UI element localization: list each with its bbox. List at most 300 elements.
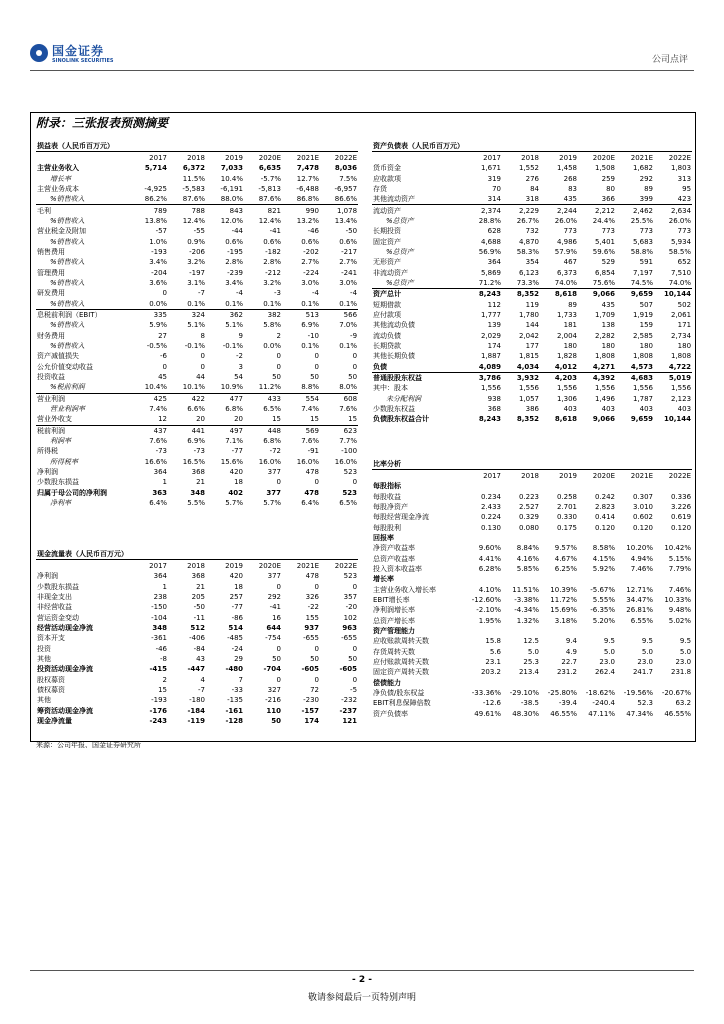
row-label: 非流动资产 bbox=[373, 268, 408, 277]
row-label: 总资产增长率 bbox=[373, 616, 415, 625]
value-cell: 7.0% bbox=[339, 321, 358, 330]
value-cell: 4,271 bbox=[592, 362, 615, 371]
table-row bbox=[372, 372, 692, 383]
value-cell: 1,057 bbox=[518, 394, 539, 403]
value-cell: 773 bbox=[677, 227, 692, 236]
table-row bbox=[36, 664, 358, 674]
year-header: 2019 bbox=[559, 471, 577, 480]
row-label: 息税前利润（EBIT） bbox=[36, 309, 130, 320]
value-cell: 0.414 bbox=[594, 513, 615, 522]
value-cell: 2,061 bbox=[670, 310, 692, 319]
value-cell: 0.6% bbox=[301, 237, 319, 246]
value-cell: 5.15% bbox=[668, 554, 692, 563]
value-cell: 0.120 bbox=[594, 523, 615, 532]
value-cell: 1.0% bbox=[149, 237, 167, 246]
value-cell: 4,683 bbox=[616, 372, 654, 383]
value-cell: 21 bbox=[196, 478, 205, 487]
value-cell: 44 bbox=[196, 373, 205, 382]
value-cell: 1,556 bbox=[480, 384, 501, 393]
row-label: 投资 bbox=[37, 644, 51, 653]
value-cell: 74.5% bbox=[630, 278, 653, 287]
sinolink-logo-icon bbox=[30, 44, 48, 62]
value-cell: 8,352 bbox=[516, 415, 539, 424]
row-label: EBIT利息保障倍数 bbox=[373, 699, 431, 708]
value-cell: 86.6% bbox=[334, 195, 358, 204]
table-row bbox=[36, 602, 358, 612]
value-cell: -2.10% bbox=[476, 606, 501, 615]
value-cell: 937 bbox=[304, 623, 319, 632]
row-label: 营业利润 bbox=[36, 393, 130, 404]
value-cell: 3.2% bbox=[263, 278, 281, 287]
value-cell: 8.0% bbox=[339, 383, 358, 392]
table-row bbox=[372, 184, 692, 194]
balance-sheet-table bbox=[372, 140, 692, 425]
value-cell: 180 bbox=[639, 342, 653, 351]
value-cell: 8,352 bbox=[502, 289, 540, 300]
value-cell: 0.330 bbox=[556, 513, 577, 522]
table-row bbox=[372, 522, 692, 532]
value-cell: -241 bbox=[341, 268, 358, 277]
value-cell: 4,688 bbox=[480, 237, 501, 246]
value-cell: 110 bbox=[266, 706, 281, 715]
row-label: 固定资产 bbox=[373, 237, 401, 246]
value-cell: -2 bbox=[236, 352, 243, 361]
value-cell bbox=[502, 678, 540, 688]
row-label: 应收款项 bbox=[373, 174, 401, 183]
value-cell: -605 bbox=[339, 665, 358, 674]
value-cell: 24.4% bbox=[592, 216, 615, 225]
value-cell: 789 bbox=[130, 205, 168, 216]
value-cell: 26.0% bbox=[668, 216, 692, 225]
value-cell: 7 bbox=[238, 675, 243, 684]
table-row bbox=[372, 236, 692, 246]
value-cell: 0 bbox=[276, 478, 281, 487]
table-row bbox=[36, 685, 358, 695]
value-cell: -39.4 bbox=[558, 699, 577, 708]
row-label: 资产负债率 bbox=[373, 709, 408, 718]
year-header: 2020E bbox=[592, 153, 615, 162]
row-label: %销售收入 bbox=[50, 278, 85, 287]
table-row bbox=[36, 457, 358, 467]
value-cell: -12.6 bbox=[482, 699, 501, 708]
value-cell: 364 bbox=[153, 468, 167, 477]
value-cell: 15 bbox=[272, 415, 281, 424]
value-cell: 5.0 bbox=[527, 647, 539, 656]
value-cell bbox=[654, 574, 692, 584]
value-cell: 7,033 bbox=[220, 164, 243, 173]
value-cell: 2,123 bbox=[670, 394, 692, 403]
value-cell: 26.81% bbox=[626, 606, 653, 615]
value-cell: -73 bbox=[193, 447, 205, 456]
value-cell: 377 bbox=[267, 468, 281, 477]
value-cell: 292 bbox=[267, 592, 281, 601]
row-label: 普通股股东权益 bbox=[372, 372, 464, 383]
value-cell: 3.226 bbox=[670, 502, 692, 511]
header-blank-cell bbox=[372, 152, 464, 164]
value-cell: 1,556 bbox=[632, 384, 653, 393]
value-cell: 74.0% bbox=[668, 278, 692, 287]
value-cell: 11.72% bbox=[550, 595, 577, 604]
year-header: 2019 bbox=[225, 153, 243, 162]
value-cell: 7.46% bbox=[630, 564, 653, 573]
value-cell: -33.36% bbox=[471, 689, 501, 698]
table-row bbox=[372, 667, 692, 677]
value-cell: 0.619 bbox=[670, 513, 692, 522]
year-header: 2018 bbox=[187, 561, 205, 570]
disclaimer-note: 敬请参阅最后一页特别声明 bbox=[307, 993, 416, 1003]
value-cell: 73.3% bbox=[516, 278, 539, 287]
value-cell: 963 bbox=[342, 623, 358, 632]
value-cell: -184 bbox=[187, 706, 205, 715]
value-cell: 5.9% bbox=[149, 321, 167, 330]
value-cell: 50 bbox=[271, 716, 281, 725]
row-label: 存货 bbox=[373, 184, 387, 193]
row-label: 公允价值变动收益 bbox=[37, 362, 93, 371]
row-label: %销售收入 bbox=[50, 321, 85, 330]
value-cell: 16.0% bbox=[334, 457, 358, 466]
value-cell bbox=[578, 678, 616, 688]
value-cell: 205 bbox=[191, 592, 205, 601]
value-cell: 50 bbox=[310, 654, 319, 663]
table-row bbox=[372, 574, 692, 584]
row-label: 回报率 bbox=[373, 533, 394, 542]
value-cell: 75.6% bbox=[592, 278, 615, 287]
table-title-row bbox=[36, 140, 358, 152]
value-cell: 57.9% bbox=[554, 247, 577, 256]
value-cell: -0.1% bbox=[184, 342, 205, 351]
value-cell: 8,243 bbox=[464, 289, 502, 300]
value-cell: -5.67% bbox=[590, 585, 615, 594]
value-cell: -202 bbox=[303, 247, 319, 256]
value-cell: 28.8% bbox=[478, 216, 501, 225]
table-row bbox=[36, 393, 358, 404]
value-cell bbox=[540, 533, 578, 543]
table-row bbox=[36, 571, 358, 581]
value-cell: 15.8 bbox=[485, 637, 501, 646]
header-blank-cell bbox=[36, 560, 130, 572]
year-header: 2021E bbox=[296, 561, 319, 570]
value-cell: 11.51% bbox=[512, 585, 539, 594]
value-cell: -605 bbox=[301, 665, 319, 674]
value-cell: -6 bbox=[160, 352, 167, 361]
value-cell: 1,306 bbox=[556, 394, 577, 403]
year-header: 2017 bbox=[149, 561, 167, 570]
value-cell: 121 bbox=[342, 716, 358, 725]
value-cell: 23.0 bbox=[599, 658, 615, 667]
table-row bbox=[36, 623, 358, 633]
value-cell: 45 bbox=[158, 373, 167, 382]
table-row bbox=[372, 267, 692, 277]
value-cell: 11.2% bbox=[258, 383, 281, 392]
value-cell: 3,786 bbox=[464, 372, 502, 383]
value-cell: 1,556 bbox=[594, 384, 615, 393]
value-cell: -232 bbox=[341, 696, 358, 705]
table-row bbox=[36, 467, 358, 477]
value-cell: 9.5 bbox=[679, 637, 692, 646]
value-cell: -55 bbox=[193, 227, 205, 236]
value-cell: 1 bbox=[162, 478, 167, 487]
value-cell: 16.0% bbox=[258, 457, 281, 466]
value-cell: 89 bbox=[568, 300, 577, 309]
row-label: 少数股东权益 bbox=[373, 405, 415, 414]
row-label: 其他流动负债 bbox=[373, 321, 415, 330]
row-label: 营业税金及附加 bbox=[37, 227, 86, 236]
value-cell: 276 bbox=[525, 174, 539, 183]
value-cell bbox=[464, 574, 502, 584]
value-cell: -46 bbox=[155, 644, 167, 653]
value-cell: 514 bbox=[228, 623, 243, 632]
value-cell: 497 bbox=[206, 425, 244, 436]
value-cell: 23.0 bbox=[675, 658, 692, 667]
table-row bbox=[36, 414, 358, 425]
value-cell: 1.32% bbox=[516, 616, 539, 625]
value-cell: -4,925 bbox=[144, 184, 167, 193]
value-cell: 26.7% bbox=[516, 216, 539, 225]
row-label: %销售收入 bbox=[50, 342, 85, 351]
value-cell: 2 bbox=[162, 675, 167, 684]
value-cell: 4.41% bbox=[478, 554, 501, 563]
value-cell: -44 bbox=[231, 227, 243, 236]
table-row bbox=[36, 362, 358, 372]
value-cell: 5,019 bbox=[654, 372, 692, 383]
value-cell: 327 bbox=[267, 685, 281, 694]
table-row bbox=[36, 247, 358, 257]
table-title-row bbox=[36, 548, 358, 560]
value-cell: 83 bbox=[568, 184, 577, 193]
value-cell: 0.9% bbox=[187, 237, 205, 246]
value-cell: 10.4% bbox=[144, 383, 167, 392]
value-cell: 319 bbox=[487, 174, 501, 183]
report-type: 公司点评 bbox=[651, 55, 688, 65]
value-cell: 1,803 bbox=[670, 164, 692, 173]
value-cell: -19.56% bbox=[623, 689, 653, 698]
value-cell: 2.7% bbox=[301, 258, 319, 267]
row-label: 未分配利润 bbox=[386, 394, 421, 403]
value-cell: 1,887 bbox=[480, 352, 501, 361]
table-row bbox=[372, 173, 692, 183]
row-label: 主营业务收入 bbox=[37, 164, 79, 173]
value-cell: 180 bbox=[677, 342, 692, 351]
value-cell: 10,144 bbox=[654, 289, 692, 300]
value-cell: 0.6% bbox=[225, 237, 243, 246]
table-row bbox=[36, 404, 358, 414]
value-cell: 174 bbox=[304, 716, 319, 725]
table-row bbox=[36, 592, 358, 602]
value-cell: 0.1% bbox=[301, 299, 319, 308]
value-cell bbox=[654, 481, 692, 491]
table-row bbox=[36, 341, 358, 351]
value-cell: 0 bbox=[276, 362, 281, 371]
value-cell: 990 bbox=[282, 205, 320, 216]
value-cell: 2.8% bbox=[225, 258, 243, 267]
row-label: 长期投资 bbox=[373, 227, 401, 236]
value-cell: 1,815 bbox=[518, 352, 539, 361]
table-title: 资产负债表（人民币百万元） bbox=[372, 140, 692, 152]
value-cell: 6.6% bbox=[187, 405, 205, 414]
table-row bbox=[36, 205, 358, 216]
value-cell: 420 bbox=[229, 468, 243, 477]
row-label: 筹资活动现金净流 bbox=[37, 706, 93, 715]
value-cell: 7.6% bbox=[301, 437, 319, 446]
value-cell: 366 bbox=[601, 195, 615, 204]
value-cell: 5.02% bbox=[668, 616, 692, 625]
value-cell: 0 bbox=[276, 644, 281, 653]
table-row bbox=[36, 716, 358, 726]
value-cell: 4,870 bbox=[518, 237, 539, 246]
value-cell: 435 bbox=[601, 300, 615, 309]
value-cell: 1,078 bbox=[320, 205, 358, 216]
row-label: 现金净流量 bbox=[37, 716, 72, 725]
value-cell: 2,244 bbox=[540, 205, 578, 216]
value-cell: 591 bbox=[639, 258, 653, 267]
table-row bbox=[36, 674, 358, 684]
value-cell: -9 bbox=[350, 331, 358, 340]
value-cell: 177 bbox=[525, 342, 539, 351]
value-cell: 26.0% bbox=[554, 216, 577, 225]
value-cell: 7.6% bbox=[149, 437, 167, 446]
value-cell: 5.1% bbox=[225, 321, 243, 330]
row-label: 每股净资产 bbox=[373, 502, 408, 511]
year-header-row bbox=[36, 152, 358, 164]
value-cell: 262.4 bbox=[594, 668, 615, 677]
value-cell bbox=[578, 626, 616, 636]
value-cell: 1,671 bbox=[480, 164, 501, 173]
value-cell: 0.175 bbox=[556, 523, 577, 532]
value-cell: 0 bbox=[162, 289, 167, 298]
value-cell: 50 bbox=[310, 373, 319, 382]
row-label: 净负债/股东权益 bbox=[373, 689, 425, 698]
value-cell: 46.55% bbox=[550, 709, 577, 718]
row-label: 财务费用 bbox=[37, 331, 65, 340]
value-cell bbox=[654, 678, 692, 688]
value-cell: 13.4% bbox=[334, 216, 358, 225]
value-cell: 1,458 bbox=[556, 164, 577, 173]
value-cell: 50 bbox=[348, 373, 358, 382]
value-cell bbox=[502, 481, 540, 491]
table-row bbox=[36, 488, 358, 498]
value-cell: 10,144 bbox=[664, 415, 692, 424]
table-row bbox=[36, 705, 358, 715]
value-cell bbox=[502, 626, 540, 636]
value-cell: 6.9% bbox=[187, 437, 205, 446]
value-cell: 5,401 bbox=[594, 237, 615, 246]
value-cell: -46 bbox=[307, 227, 319, 236]
row-label: 偿债能力 bbox=[373, 678, 401, 687]
value-cell: 0.130 bbox=[480, 523, 501, 532]
value-cell: 2,585 bbox=[632, 331, 653, 340]
value-cell: 478 bbox=[305, 468, 319, 477]
table-row bbox=[372, 331, 692, 341]
value-cell: -84 bbox=[193, 644, 205, 653]
table-row bbox=[372, 636, 692, 646]
value-cell: 0 bbox=[352, 478, 358, 487]
row-label: %销售收入 bbox=[50, 237, 85, 246]
value-cell bbox=[540, 678, 578, 688]
value-cell: 0.6% bbox=[263, 237, 281, 246]
year-header: 2020E bbox=[258, 153, 281, 162]
row-label: 税前利润 bbox=[36, 425, 130, 436]
value-cell: -4 bbox=[312, 289, 319, 298]
value-cell bbox=[578, 533, 616, 543]
value-cell: 10.4% bbox=[220, 174, 243, 183]
value-cell: 0.242 bbox=[594, 492, 615, 501]
value-cell: 843 bbox=[206, 205, 244, 216]
value-cell: -704 bbox=[263, 665, 281, 674]
value-cell: 12 bbox=[158, 415, 167, 424]
value-cell: 5.6 bbox=[489, 647, 501, 656]
value-cell: 238 bbox=[153, 592, 167, 601]
table-row bbox=[372, 688, 692, 698]
value-cell: 821 bbox=[244, 205, 282, 216]
table-row bbox=[36, 581, 358, 591]
value-cell: -33 bbox=[231, 685, 243, 694]
value-cell: -240.4 bbox=[592, 699, 615, 708]
table-title: 现金流量表（人民币百万元） bbox=[36, 548, 358, 560]
value-cell: 420 bbox=[229, 572, 243, 581]
value-cell: 5.92% bbox=[592, 564, 615, 573]
value-cell: -4.34% bbox=[514, 606, 539, 615]
value-cell: 502 bbox=[677, 300, 692, 309]
value-cell: -50 bbox=[193, 603, 205, 612]
value-cell: 2.433 bbox=[480, 502, 501, 511]
value-cell: 554 bbox=[282, 393, 320, 404]
value-cell: 0 bbox=[200, 362, 205, 371]
value-cell: -204 bbox=[151, 268, 167, 277]
value-cell: -25.80% bbox=[547, 689, 577, 698]
value-cell: 25.3 bbox=[523, 658, 539, 667]
value-cell: 171 bbox=[677, 321, 692, 330]
value-cell: -73 bbox=[155, 447, 167, 456]
year-header: 2020E bbox=[258, 561, 281, 570]
value-cell: -135 bbox=[227, 696, 243, 705]
value-cell: 6,123 bbox=[518, 268, 539, 277]
table-row bbox=[36, 498, 358, 508]
row-label: %税前利润 bbox=[50, 383, 85, 392]
value-cell: -197 bbox=[189, 268, 205, 277]
value-cell: 569 bbox=[282, 425, 320, 436]
value-cell: 3.1% bbox=[187, 278, 205, 287]
value-cell: 1,787 bbox=[632, 394, 653, 403]
page-header bbox=[0, 0, 724, 70]
row-label: 净资产收益率 bbox=[373, 544, 415, 553]
value-cell: -361 bbox=[151, 634, 167, 643]
value-cell: -180 bbox=[189, 696, 205, 705]
value-cell: 5.1% bbox=[187, 321, 205, 330]
row-label: 短期借款 bbox=[373, 300, 401, 309]
value-cell: -485 bbox=[227, 634, 243, 643]
table-row bbox=[36, 382, 358, 393]
value-cell: 422 bbox=[168, 393, 206, 404]
value-cell: 326 bbox=[305, 592, 319, 601]
value-cell: 15 bbox=[348, 415, 358, 424]
value-cell: 4,573 bbox=[630, 362, 653, 371]
value-cell: -50 bbox=[345, 227, 358, 236]
value-cell bbox=[616, 533, 654, 543]
value-cell: 89 bbox=[644, 184, 653, 193]
value-cell: 467 bbox=[563, 258, 577, 267]
row-label: 总资产收益率 bbox=[373, 554, 415, 563]
value-cell: 6.55% bbox=[630, 616, 653, 625]
value-cell: 368 bbox=[191, 572, 205, 581]
value-cell: 0.1% bbox=[301, 342, 319, 351]
table-row bbox=[372, 226, 692, 236]
value-cell: 12.4% bbox=[258, 216, 281, 225]
value-cell: 6,854 bbox=[594, 268, 615, 277]
value-cell: -157 bbox=[301, 706, 319, 715]
header-blank-cell bbox=[372, 470, 464, 482]
value-cell: -655 bbox=[341, 634, 358, 643]
row-label: 归属于母公司的净利润 bbox=[37, 488, 107, 497]
